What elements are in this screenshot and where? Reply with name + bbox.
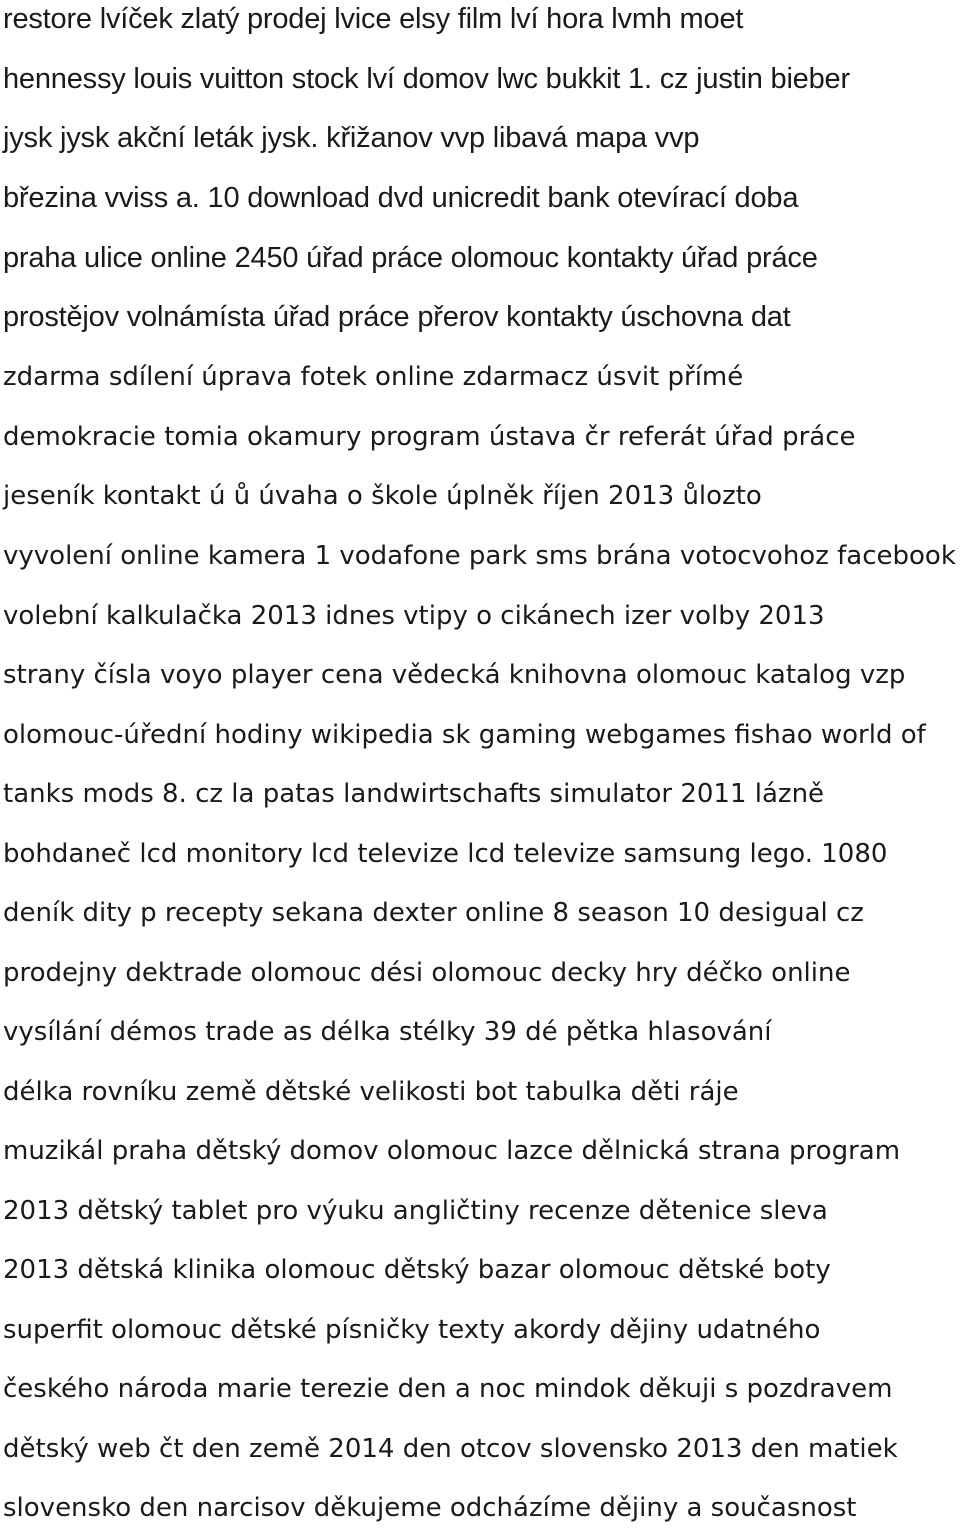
text-line-5: praha ulice online 2450 úřad práce olomouc kontakty úřad práce [3,242,818,274]
text-line-22: 2013 dětská klinika olomouc dětský bazar olomouc dětské boty [3,1255,831,1285]
text-line-26: slovensko den narcisov děkujeme odcházíme dějiny a současnost [3,1493,857,1523]
text-line-17: prodejny dektrade olomouc dési olomouc decky hry déčko online [3,958,851,988]
text-line-11: volební kalkulačka 2013 idnes vtipy o cikánech izer volby 2013 [3,601,825,631]
text-line-23: superfit olomouc dětské písničky texty akordy dějiny udatného [3,1315,821,1345]
text-line-2: hennessy louis vuitton stock lví domov lwc bukkit 1. cz justin bieber [3,63,850,95]
text-line-25: dětský web čt den země 2014 den otcov slovensko 2013 den matiek [3,1434,898,1464]
text-line-1: restore lvíček zlatý prodej lvice elsy film lví hora lvmh moet [3,3,744,35]
text-line-9: jeseník kontakt ú ů úvaha o škole úplněk říjen 2013 ůlozto [3,481,762,511]
text-line-12: strany čísla voyo player cena vědecká knihovna olomouc katalog vzp [3,660,906,690]
text-line-18: vysílání démos trade as délka stélky 39 dé pětka hlasování [3,1017,772,1047]
text-line-10: vyvolení online kamera 1 vodafone park sms brána votocvohoz facebook [3,541,956,571]
text-line-21: 2013 dětský tablet pro výuku angličtiny recenze dětenice sleva [3,1196,828,1226]
text-line-6: prostějov volnámísta úřad práce přerov kontakty úschovna dat [3,301,791,333]
text-line-19: délka rovníku země dětské velikosti bot tabulka děti ráje [3,1077,739,1107]
text-line-14: tanks mods 8. cz la patas landwirtschafts simulator 2011 lázně [3,779,825,809]
text-line-7: zdarma sdílení úprava fotek online zdarmacz úsvit přímé [3,362,744,392]
text-line-8: demokracie tomia okamury program ústava čr referát úřad práce [3,422,856,452]
text-line-13: olomouc-úřední hodiny wikipedia sk gaming webgames fishao world of [3,720,926,750]
text-line-20: muzikál praha dětský domov olomouc lazce dělnická strana program [3,1136,901,1166]
text-line-4: březina vviss a. 10 download dvd unicredit bank otevírací doba [3,182,799,214]
text-line-24: českého národa marie terezie den a noc mindok děkuji s pozdravem [3,1374,893,1404]
text-line-3: jysk jysk akční leták jysk. křižanov vvp libavá mapa vvp [3,122,700,154]
text-line-15: bohdaneč lcd monitory lcd televize lcd televize samsung lego. 1080 [3,839,888,869]
text-line-16: deník dity p recepty sekana dexter online 8 season 10 desigual cz [3,898,864,928]
